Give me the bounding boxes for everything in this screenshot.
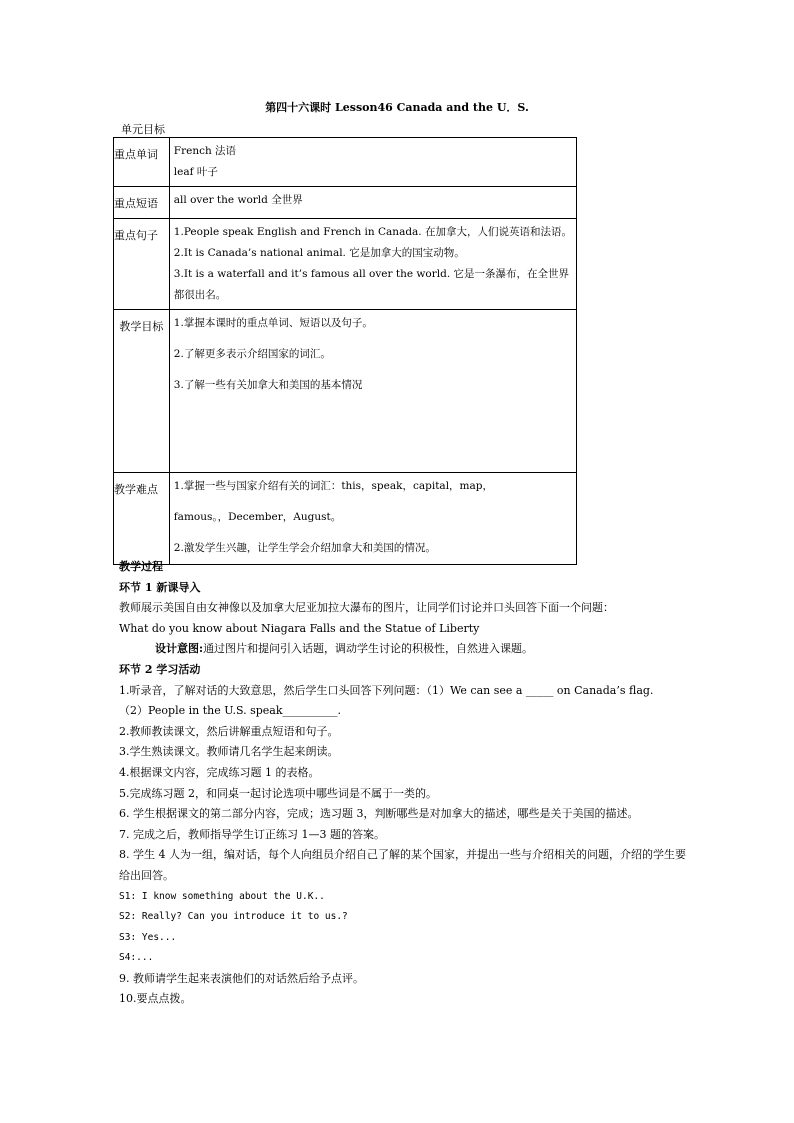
teaching-difficulty: famous。，December，August。 (173, 511, 342, 523)
key-sentence: 1.People speak English and French in Canada. 在加拿大，人们说英语和法语。 (173, 226, 572, 238)
list-item: 9. 教师请学生起来表演他们的对话然后给予点评。 (119, 971, 364, 985)
list-item: 5.完成练习题 2，和同桌一起讨论选项中哪些词是不属于一类的。 (119, 786, 437, 800)
teaching-goal: 2.了解更多表示介绍国家的词汇。 (173, 348, 331, 360)
teaching-goals-label: 教学目标 (114, 310, 170, 473)
list-item: 7. 完成之后，教师指导学生订正练习 1—3 题的答案。 (119, 827, 385, 841)
step1-text: 教师展示美国自由女神像以及加拿大尼亚加拉大瀑布的图片，让同学们讨论并口头回答下面一个问题： (119, 601, 614, 615)
design-intent (119, 639, 689, 660)
dialogue-line: S1: I know something about the U.K.. (119, 890, 325, 902)
list-item: 8. 学生 4 人为一组，编对话，每个人向组员介绍自己了解的某个国家，并提出一些与介绍相关的问题，介绍的学生要给出回答。 (119, 848, 686, 882)
table-row (114, 310, 577, 473)
list-item: 1.听录音，了解对话的大致意思，然后学生口头回答下列问题：（1）We can see a _____ on Canada’s flag. (119, 683, 654, 697)
table-row (114, 473, 577, 565)
teaching-goal: 3.了解一些有关加拿大和美国的基本情况 (173, 379, 363, 391)
teaching-difficulty: 1.掌握一些与国家介绍有关的词汇：this，speak，capital，map， (173, 480, 493, 492)
key-phrases-label: 重点短语 (114, 187, 170, 219)
lesson-title: 第四十六课时 Lesson46 Canada and the U．S. (265, 101, 529, 114)
list-item: 2.教师教读课文，然后讲解重点短语和句子。 (119, 724, 339, 738)
table-row (114, 138, 577, 187)
teaching-goals-cell (169, 310, 576, 473)
key-words-cell (169, 138, 576, 187)
key-phrases-cell (169, 187, 576, 219)
dialogue-line: S4:... (119, 952, 154, 964)
step1-question: What do you know about Niagara Falls and the Statue of Liberty (119, 621, 480, 635)
teaching-difficulties-cell (169, 473, 576, 565)
key-sentences-label: 重点句子 (114, 219, 170, 310)
design-text: 通过图片和提问引入话题，调动学生讨论的积极性，自然进入课题。 (203, 642, 534, 656)
key-word: French 法语 (173, 145, 237, 157)
dialogue-line: S3: Yes... (119, 931, 177, 943)
teaching-difficulty: 2.激发学生兴趣，让学生学会介绍加拿大和美国的情况。 (173, 542, 436, 554)
list-item: 4.根据课文内容，完成练习题 1 的表格。 (119, 765, 320, 779)
list-item: 6. 学生根据课文的第二部分内容，完成；选习题 3，判断哪些是对加拿大的描述，哪些是关于美国的描述。 (119, 807, 639, 821)
key-words-label: 重点单词 (114, 138, 170, 187)
objectives-table (113, 137, 577, 565)
list-item: （2）People in the U.S. speak__________. (119, 704, 342, 718)
dialogue-line: S2: Really? Can you introduce it to us.? (119, 911, 348, 923)
list-item: 10.要点点拨。 (119, 992, 192, 1006)
teaching-goal: 1.掌握本课时的重点单词、短语以及句子。 (173, 317, 373, 329)
key-sentence: 2.It is Canada’s national animal. 它是加拿大的国宝动物。 (173, 247, 465, 259)
list-item: 3.学生熟读课文。教师请几名学生起来朗读。 (119, 745, 339, 759)
unit-goals-label: 单元目标 (121, 123, 165, 136)
key-sentences-cell (169, 219, 576, 310)
step1-heading: 环节 1 新课导入 (119, 580, 201, 594)
key-word: leaf 叶子 (173, 166, 218, 178)
process-heading: 教学过程 (119, 560, 163, 573)
table-row (114, 219, 577, 310)
key-sentence: 3.It is a waterfall and it’s famous all over the world. 它是一条瀑布，在全世界都很出名。 (173, 268, 569, 301)
table-row (114, 187, 577, 219)
teaching-process (119, 557, 689, 1010)
key-phrase: all over the world 全世界 (173, 194, 303, 206)
teaching-difficulties-label: 教学难点 (114, 473, 170, 565)
step2-heading: 环节 2 学习活动 (119, 662, 201, 676)
design-label: 设计意图: (155, 642, 204, 656)
